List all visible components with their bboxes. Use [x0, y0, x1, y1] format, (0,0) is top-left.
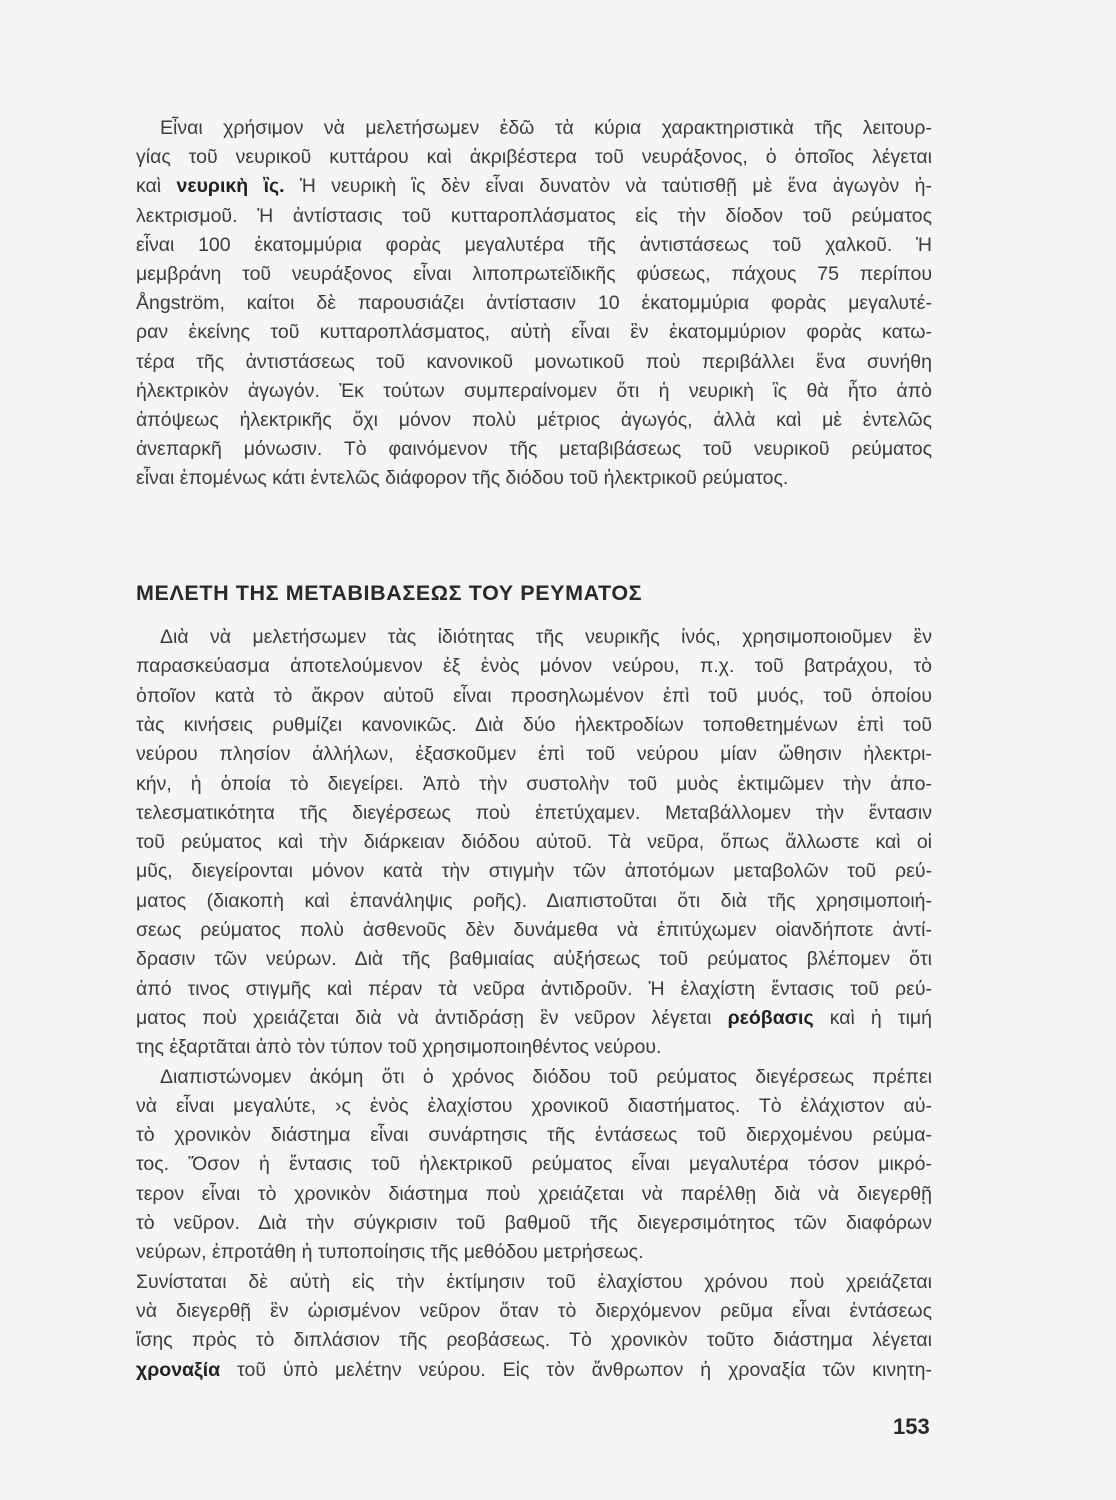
text-run: τελεσματικότητα τῆς διεγέρσεως ποὺ ἐπετύχαμεν. Μεταβάλλομεν τὴν ἔντασιν: [136, 801, 932, 824]
text-line-content: [136, 652, 932, 680]
text-run: τὸ χρονικὸν διάστημα εἶναι συνάρτησις τῆς ἐντάσεως τοῦ διερχομένου ρεύμα-: [136, 1124, 932, 1147]
text-line-content: [136, 975, 932, 1003]
text-run: Διαπιστώνομεν ἀκόμη ὅτι ὁ χρόνος διόδου τοῦ ρεύματος διεγέρσεως πρέπει: [160, 1065, 932, 1088]
text-line-content: [136, 1033, 932, 1061]
text-line: [136, 1092, 932, 1120]
text-line-content: [136, 828, 932, 856]
text-line: [160, 623, 932, 651]
text-run: ὁποῖον κατὰ τὸ ἄκρον αὐτοῦ εἶναι προσηλωμένον ἐπὶ τοῦ μυός, τοῦ ὁποίου: [136, 684, 932, 707]
text-line-content: [136, 1180, 932, 1208]
text-line-content: [136, 1326, 932, 1354]
text-run: Ångström, καίτοι δὲ παρουσιάζει ἀντίστασιν 10 ἑκατομμύρια φορὰς μεγαλυτέ-: [136, 292, 932, 315]
text-run: εἶναι ἑπομένως κάτι ἐντελῶς διάφορον τῆς διόδου τοῦ ἠλεκτρικοῦ ρεύματος.: [136, 467, 789, 490]
text-line-content: [136, 143, 932, 171]
text-line-content: [136, 1150, 932, 1178]
text-line-content: [160, 1063, 932, 1091]
text-run: ἴσης πρὸς τὸ διπλάσιον τῆς ρεοβάσεως. Τὸ χρονικὸν τοῦτο διάστημα λέγεται: [136, 1329, 932, 1352]
text-line: [136, 857, 932, 885]
text-run: δρασιν τῶν νεύρων. Διὰ τῆς βαθμιαίας αὐξήσεως τοῦ ρεύματος βλέπομεν ὅτι: [136, 948, 932, 971]
text-line-content: [136, 1268, 932, 1296]
text-run: Ἡ νευρικὴ ἲς δὲν εἶναι δυνατὸν νὰ ταὐτισθῇ μὲ ἕνα ἀγωγὸν ἠ-: [284, 175, 932, 198]
text-run: νεύρου πλησίον ἀλλήλων, ἐξασκοῦμεν ἐπὶ τοῦ νεύρου μίαν ὤθησιν ἠλεκτρι-: [136, 743, 932, 766]
text-line-content: [136, 348, 932, 376]
text-run: Εἶναι χρήσιμον νὰ μελετήσωμεν ἐδῶ τὰ κύρια χαρακτηριστικὰ τῆς λειτουρ-: [160, 117, 932, 139]
text-line-content: [136, 406, 932, 434]
text-line-content: [136, 464, 932, 492]
text-run: σεως ρεύματος πολὺ ἀσθενοῦς δὲν δυνάμεθα νὰ ἐπιτύχωμεν οἱανδήποτε ἀντί-: [136, 919, 932, 941]
text-run: καὶ: [136, 175, 177, 198]
text-line-content: [136, 770, 932, 798]
text-run: τὸ νεῦρον. Διὰ τὴν σύγκρισιν τοῦ βαθμοῦ τῆς διεγερσιμότητος τῶν διαφόρων: [136, 1212, 932, 1234]
text-line: [136, 887, 932, 915]
text-line: [136, 202, 932, 230]
text-line: [136, 377, 932, 405]
text-line: [136, 231, 932, 259]
text-run: ματος ποὺ χρειάζεται διὰ νὰ ἀντιδράσῃ ἓν νεῦρον λέγεται: [136, 1006, 728, 1029]
text-line: [136, 1356, 932, 1384]
text-run: τοῦ ρεύματος καὶ τὴν διάρκειαν διόδου αὐτοῦ. Τὰ νεῦρα, ὅπως ἄλλωστε καὶ οἱ: [136, 831, 932, 854]
text-line: [136, 1180, 932, 1208]
text-line: [136, 1297, 932, 1325]
text-line: [136, 1238, 932, 1266]
text-line: [136, 1004, 932, 1032]
text-run: γίας τοῦ νευρικοῦ κυττάρου καὶ ἀκριβέστερα τοῦ νευράξονος, ὁ ὁποῖος λέγεται: [136, 146, 932, 169]
text-line-content: [136, 1297, 932, 1325]
text-run: κήν, ἡ ὁποία τὸ διεγείρει. Ἀπὸ τὴν συστολὴν τοῦ μυὸς ἐκτιμῶμεν τὴν ἀπο-: [136, 772, 932, 795]
text-run: καὶ ἡ τιμή: [813, 1006, 932, 1029]
bold-term: χροναξία: [136, 1358, 221, 1381]
text-run: νὰ εἶναι μεγαλύτε, ›ς ἑνὸς ἐλαχίστου χρονικοῦ διαστήματος. Τὸ ἐλάχιστον αὐ-: [136, 1094, 932, 1117]
text-run: νεύρων, ἐπροτάθη ἡ τυποποίησις τῆς μεθόδου μετρήσεως.: [136, 1241, 644, 1264]
section-heading: ΜΕΛΕΤΗ ΤΗΣ ΜΕΤΑΒΙΒΑΣΕΩΣ ΤΟΥ ΡΕΥΜΑΤΟΣ: [136, 580, 643, 605]
text-line: [136, 740, 932, 768]
text-run: τος. Ὅσον ἡ ἔντασις τοῦ ἠλεκτρικοῦ ρεύματος εἶναι μεγαλυτέρα τόσον μικρό-: [136, 1153, 932, 1176]
text-line: [160, 1063, 932, 1091]
text-line-content: [160, 114, 932, 142]
text-run: τερον εἶναι τὸ χρονικὸν διάστημα ποὺ χρειάζεται νὰ παρέλθῃ διὰ νὰ διεγερθῇ: [136, 1182, 932, 1205]
text-run: εἶναι 100 ἑκατομμύρια φορὰς μεγαλυτέρα τῆς ἀντιστάσεως τοῦ χαλκοῦ. Ἡ: [136, 233, 932, 256]
text-line-content: [136, 377, 932, 405]
text-line-content: [136, 1121, 932, 1149]
text-line: [136, 1033, 932, 1061]
text-run: ἠλεκτρικὸν ἀγωγόν. Ἐκ τούτων συμπεραίνομεν ὅτι ἡ νευρικὴ ἲς θὰ ἦτο ἀπὸ: [136, 379, 932, 402]
text-line-content: [136, 260, 932, 288]
text-line: [136, 406, 932, 434]
text-line-content: [136, 799, 932, 827]
text-line: [136, 652, 932, 680]
text-line: [136, 799, 932, 827]
text-run: παρασκεύασμα ἀποτελούμενον ἐξ ἑνὸς μόνον νεύρου, π.χ. τοῦ βατράχου, τὸ: [136, 655, 932, 678]
text-line-content: [136, 231, 932, 259]
text-line-content: [136, 435, 932, 463]
text-line: [136, 464, 932, 492]
text-line-content: [136, 1092, 932, 1120]
text-run: ἀνεπαρκῆ μόνωσιν. Τὸ φαινόμενον τῆς μεταβιβάσεως τοῦ νευρικοῦ ρεύματος: [136, 438, 932, 461]
bold-term: νευρικὴ ἲς.: [176, 175, 285, 198]
text-run: Διὰ νὰ μελετήσωμεν τὰς ἰδιότητας τῆς νευρικῆς ἰνός, χρησιμοποιοῦμεν ἓν: [160, 626, 932, 648]
text-line: [136, 1121, 932, 1149]
text-run: ραν ἐκείνης τοῦ κυτταροπλάσματος, αὐτὴ εἶναι ἓν ἑκατομμύριον φορὰς κατω-: [136, 321, 932, 344]
text-line-content: [136, 740, 932, 768]
text-line: [136, 945, 932, 973]
text-line-content: [160, 623, 932, 651]
text-line: [136, 1326, 932, 1354]
text-line: [136, 916, 932, 944]
text-line: [136, 289, 932, 317]
text-line-content: [136, 1238, 932, 1266]
text-run: νὰ διεγερθῇ ἓν ὡρισμένον νεῦρον ὅταν τὸ διερχόμενον ρεῦμα εἶναι ἐντάσεως: [136, 1299, 932, 1322]
text-line: [136, 143, 932, 171]
text-line: [136, 348, 932, 376]
text-run: τοῦ ὑπὸ μελέτην νεύρου. Εἰς τὸν ἄνθρωπον ἡ χροναξία τῶν κινητη-: [220, 1358, 932, 1381]
text-line-content: [136, 916, 932, 944]
text-line-content: [136, 172, 932, 200]
text-line-content: [136, 711, 932, 739]
text-run: Συνίσταται δὲ αὐτὴ εἰς τὴν ἐκτίμησιν τοῦ ἐλαχίστου χρόνου ποὺ χρειάζεται: [136, 1270, 932, 1293]
text-line: [136, 435, 932, 463]
text-line: [136, 975, 932, 1003]
text-line-content: [136, 289, 932, 317]
text-line-content: [136, 202, 932, 230]
text-line: [136, 1150, 932, 1178]
text-line-content: [136, 1356, 932, 1384]
text-line: [136, 172, 932, 200]
text-run: ἀπόψεως ἠλεκτρικῆς ὄχι μόνον πολὺ μέτριος ἀγωγός, ἀλλὰ καὶ μὲ ἐντελῶς: [136, 409, 932, 431]
text-line-content: [136, 682, 932, 710]
text-line: [136, 1268, 932, 1296]
text-line: [136, 318, 932, 346]
text-line-content: [136, 318, 932, 346]
text-run: λεκτρισμοῦ. Ἡ ἀντίστασις τοῦ κυτταροπλάσματος εἰς τὴν δίοδον τοῦ ρεύματος: [136, 204, 932, 227]
bold-term: ρεόβασις: [727, 1006, 814, 1029]
text-run: ἀπό τινος στιγμῆς καὶ πέραν τὰ νεῦρα ἀντιδροῦν. Ἡ ἐλαχίστη ἔντασις τοῦ ρεύ-: [136, 977, 932, 1000]
text-line-content: [136, 945, 932, 973]
text-line: [136, 260, 932, 288]
text-line-content: [136, 857, 932, 885]
page-number: 153: [893, 1414, 930, 1439]
text-run: τέρα τῆς ἀντιστάσεως τοῦ κανονικοῦ μονωτικοῦ ποὺ περιβάλλει ἕνα συνήθη: [136, 350, 932, 373]
text-line: [136, 711, 932, 739]
text-run: ματος (διακοπὴ καὶ ἐπανάληψις ροῆς). Διαπιστοῦται ὅτι διὰ τῆς χρησιμοποιή-: [136, 889, 932, 912]
text-line: [136, 682, 932, 710]
text-line-content: [136, 1004, 932, 1032]
text-line-content: [136, 887, 932, 915]
text-line-content: [136, 1209, 932, 1237]
text-run: της ἐξαρτᾶται ἀπὸ τὸν τύπον τοῦ χρησιμοποιηθέντος νεύρου.: [136, 1036, 662, 1059]
text-line: [136, 770, 932, 798]
text-line: [160, 114, 932, 142]
text-run: μεμβράνη τοῦ νευράξονος εἶναι λιποπρωτεϊδικῆς φύσεως, πάχους 75 περίπου: [136, 263, 932, 285]
text-line: [136, 1209, 932, 1237]
text-line: [136, 828, 932, 856]
text-run: μῦς, διεγείρονται μόνον κατὰ τὴν στιγμὴν τῶν ἀποτόμων μεταβολῶν τοῦ ρεύ-: [136, 860, 932, 883]
text-run: τὰς κινήσεις ρυθμίζει κανονικῶς. Διὰ δύο ἠλεκτροδίων τοποθετημένων ἐπὶ τοῦ: [136, 713, 932, 736]
